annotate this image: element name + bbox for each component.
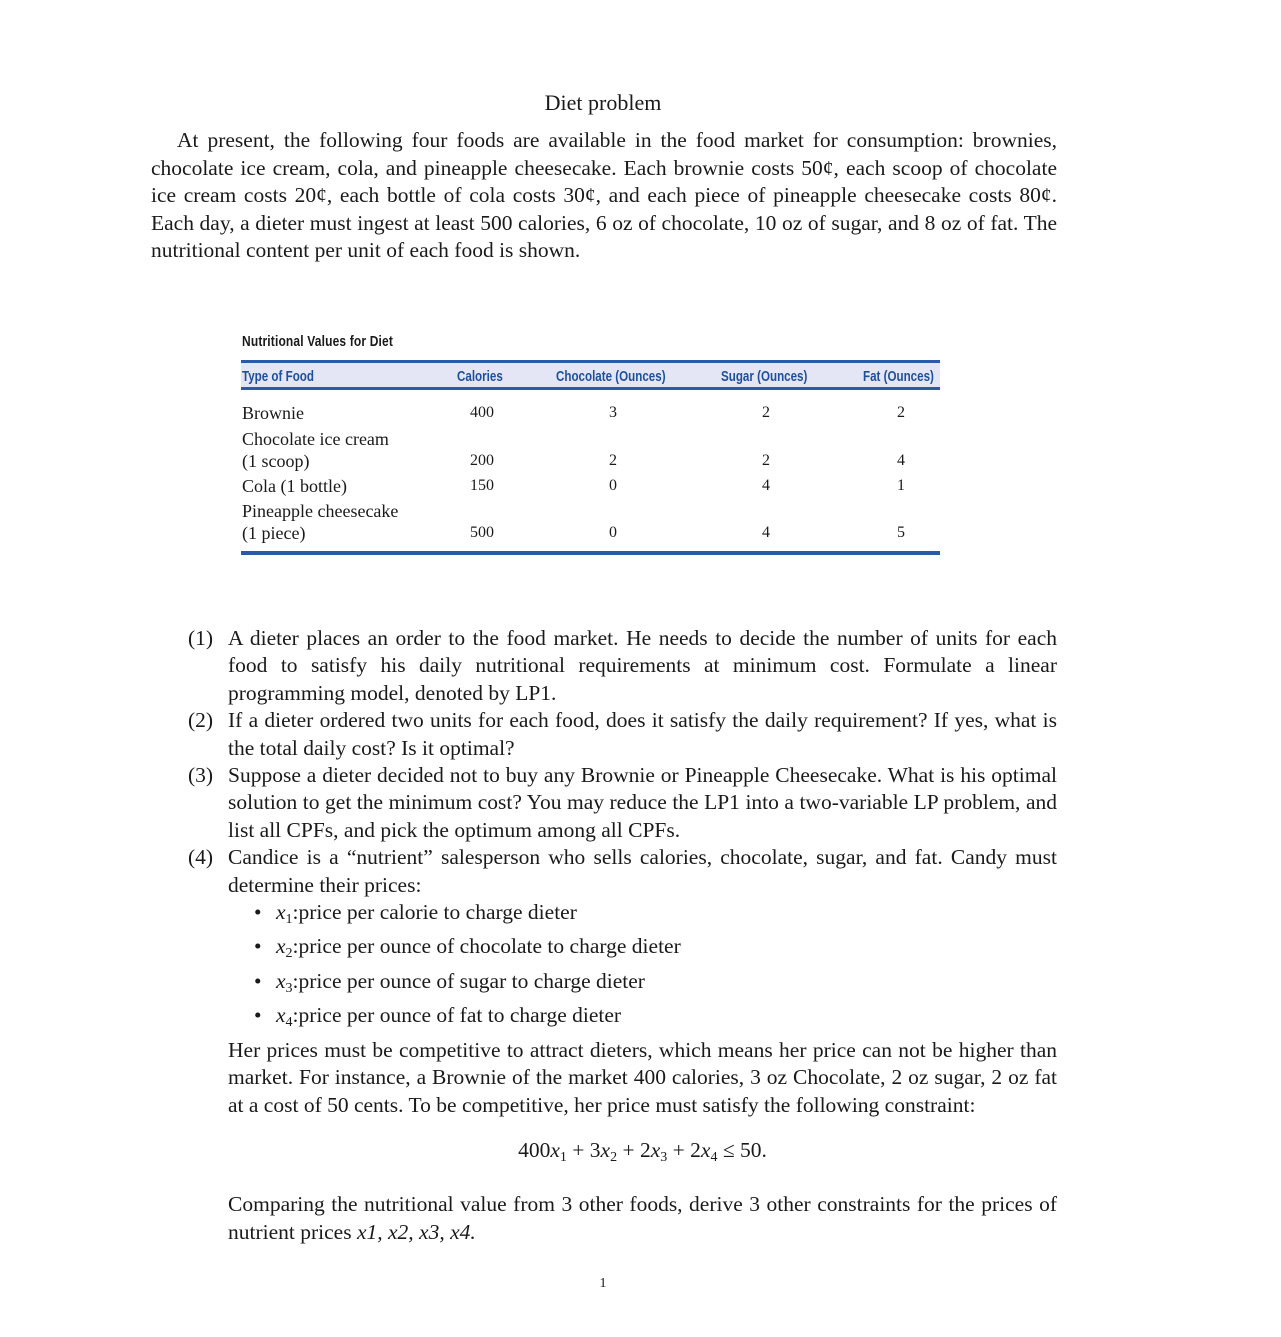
table-cell-fat: 1 [897,477,905,494]
variable-subscript: 2 [285,946,293,962]
bullet-item [252,933,1057,967]
question-text: A dieter places an order to the food market. He needs to decide the number of units for each food to satisfy his daily nutritional requirements at minimum cost. Formulate a linear programming model, denoted by LP1. [228,626,1057,705]
table-cell-food-detail: (1 scoop) [242,451,310,471]
table-cell-fat: 4 [897,452,905,469]
variable: x [276,968,286,993]
bullet-text: :price per ounce of chocolate to charge dieter [292,934,681,959]
question-4-body: Her prices must be competitive to attract dieters, which means her price can not be higher than market. For instance, a Brownie of the market 400 calories, 3 oz Chocolate, 2 oz sugar, 2 oz fat at a cost of 50 cents. To be competitive, her price must satisfy the following constraint: [228,1037,1057,1117]
bullet-icon: • [254,900,262,925]
equation-rhs: 50. [740,1137,767,1162]
header-calories: Calories [457,369,503,385]
coefficient: 2 [690,1137,701,1162]
header-sugar: Sugar (Ounces) [721,369,808,385]
price-variable-list [228,899,1057,1037]
table-cell-chocolate: 0 [609,477,617,494]
operator: + [672,1137,685,1162]
variable-subscript: 1 [285,912,293,928]
page-title: Diet problem [544,90,662,115]
bullet-text: :price per ounce of fat to charge dieter [292,1003,622,1028]
question-number: (2) [188,708,214,733]
question-list [188,625,1057,1246]
table-caption: Nutritional Values for Diet [242,333,394,350]
table-cell-food: Brownie [242,403,304,423]
table-cell-chocolate: 0 [609,524,617,541]
table-cell-calories: 500 [470,524,494,541]
header-chocolate: Chocolate (Ounces) [556,369,666,385]
question-text: Suppose a dieter decided not to buy any Brownie or Pineapple Cheesecake. What is his optimal solution to get the minimum cost? You may reduce the LP1 into a two-variable LP problem, and list all CPFs, and pick the optimum among all CPFs. [228,763,1057,842]
bullet-item [252,899,1057,933]
bullet-icon: • [254,968,262,993]
table-cell-sugar: 4 [762,477,770,494]
table-cell-calories: 400 [470,404,494,421]
table-cell-food: Chocolate ice cream [242,429,389,449]
table-cell-chocolate: 2 [609,452,617,469]
header-fat: Fat (Ounces) [863,369,934,385]
question-text: Comparing the nutritional value from 3 other foods, derive 3 other constraints for the prices of nutrient prices [228,1192,1057,1244]
table-cell-chocolate: 3 [609,404,617,421]
bullet-icon: • [254,1003,262,1028]
coefficient: 3 [589,1137,601,1162]
table-cell-food-detail: (1 piece) [242,523,306,543]
operator: + [572,1137,585,1162]
constraint-equation: $400x_1 + 3x_2 + 2x_3 + 2x_4 \le 50$. [518,1137,767,1165]
nutrition-table [241,360,940,543]
table-cell-sugar: 2 [762,404,770,421]
table-bottom-rule [241,551,940,555]
question-text: If a dieter ordered two units for each food, does it satisfy the daily requirement? If yes, what is the total daily cost? Is it optimal? [228,708,1057,760]
variable: x [276,900,286,925]
header-type-of-food: Type of Food [242,369,314,385]
table-cell-calories: 150 [470,477,494,494]
question-4 [188,844,1057,1246]
bullet-item [252,968,1057,1002]
table-cell-fat: 5 [897,524,905,541]
variable-subscript: 4 [285,1015,293,1031]
question-number: (1) [188,626,214,650]
question-3 [188,762,1057,844]
operator: + [622,1137,635,1162]
coefficient: 2 [639,1137,651,1162]
question-number: (4) [188,845,214,870]
coefficient: 400 [518,1137,551,1162]
question-text: Candice is a “nutrient” salesperson who sells calories, chocolate, sugar, and fat. Candy must determine their prices: [228,845,1057,897]
operator: ≤ [722,1137,735,1162]
table-cell-food: Pineapple cheesecake [242,501,399,521]
table-header-row [241,360,940,390]
question-4-end [228,1191,1057,1246]
variable: x [276,934,286,959]
variable: x [276,1003,286,1028]
table-cell-sugar: 4 [762,524,770,541]
intro-paragraph: At present, the following four foods are available in the food market for consumption: brownies, chocolate ice cream, cola, and pineapple cheesecake. Each brownie costs 50¢, each scoop of chocolate ice cream costs 20¢, each bottle of cola costs 30¢, and each piece of pineapple cheesecake costs 80¢. Each day, a dieter must ingest at least 500 calories, 6 oz of chocolate, 10 oz of sugar, and 8 oz of fat. The nutritional content per unit of each food is shown. [151,128,1057,262]
table-cell-food: Cola (1 bottle) [242,476,347,496]
bullet-text: :price per calorie to charge dieter [292,900,577,925]
question-2 [188,707,1057,762]
table-cell-sugar: 2 [762,452,770,469]
table-cell-fat: 2 [897,404,905,421]
bullet-icon: • [254,934,262,959]
table-cell-calories: 200 [470,452,494,469]
variable-subscript: 3 [285,980,293,996]
bullet-text: :price per ounce of sugar to charge dieter [292,968,645,993]
page-number: 1 [599,1276,607,1291]
bullet-item [252,1002,1057,1036]
question-1 [188,625,1057,707]
question-number: (3) [188,763,214,788]
variable-list: x1, x2, x3, x4. [356,1219,476,1244]
